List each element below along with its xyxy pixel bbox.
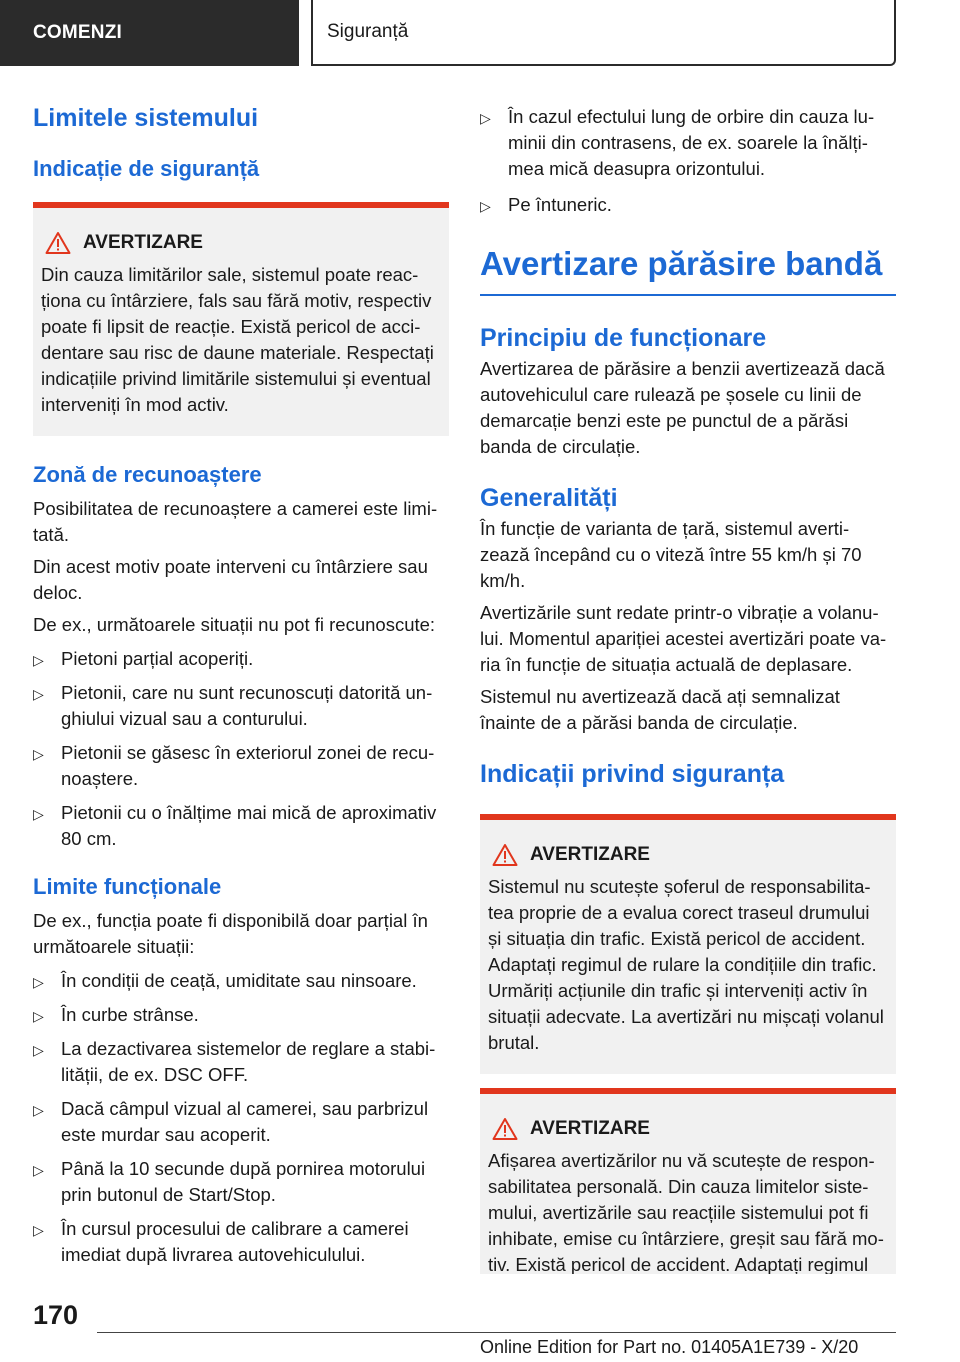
paragraph: Sistemul nu avertizează dacă ați semnalizat înainte de a părăsi banda de circulație.	[480, 686, 840, 733]
left-column	[33, 100, 449, 1268]
list-item: ▷ În curbe strânse.	[33, 1002, 449, 1028]
chapter-title: Siguranță	[327, 21, 409, 42]
warning-label: AVERTIZARE	[530, 1118, 650, 1139]
bullet-triangle-icon: ▷	[33, 1008, 44, 1024]
paragraph: Din acest motiv poate interveni cu întârziere sau deloc.	[33, 556, 428, 603]
list-item: ▷ Dacă câmpul vizual al camerei, sau parbrizul este murdar sau acoperit.	[33, 1098, 429, 1145]
list-item: ▷ Pietonii se găsesc în exteriorul zonei de recu‐ noaștere.	[33, 742, 435, 789]
footer-rule	[97, 1332, 896, 1333]
right-column	[480, 100, 896, 1274]
paragraph: De ex., funcția poate fi disponibilă doar parțial în următoarele situații:	[33, 910, 428, 957]
warning-label: AVERTIZARE	[83, 232, 203, 253]
warning-header	[488, 842, 888, 868]
bullet-triangle-icon: ▷	[33, 1102, 44, 1118]
warning-text: Sistemul nu scutește șoferul de responsabilita‐ tea proprie de a evalua corect traseul drumului și situația din trafic. Există pericol de accident. Adaptați regimul de rulare la condițiile din trafic. Urmăriți acțiunile din trafic și interveniți activ în situații adecvate. La avertizări nu mișcați volanul brutal.	[488, 876, 884, 1053]
footer-edition: Online Edition for Part no. 01405A1E739 - X/20	[480, 1337, 859, 1357]
list-item: ▷ Pe întuneric.	[480, 192, 896, 218]
bullet-triangle-icon: ▷	[33, 652, 44, 668]
bullet-triangle-icon: ▷	[33, 686, 44, 702]
warning-header	[488, 1116, 888, 1142]
bullet-triangle-icon: ▷	[480, 110, 491, 126]
paragraph: Avertizările sunt redate printr-o vibrație a volanu‐ lui. Momentul apariției acestei avertizări poate va‐ ria în funcție de situația actuală de deplasare.	[480, 602, 887, 675]
list-item: ▷ În cazul efectului lung de orbire din cauza lu‐ minii din contrasens, de ex. soarele la înălți‐ mea mică deasupra orizontului.	[480, 106, 875, 179]
warning-label: AVERTIZARE	[530, 844, 650, 865]
subheading-detection-zone: Zonă de recunoaștere	[33, 462, 262, 487]
subheading-general: Generalități	[480, 484, 618, 512]
chapter-heading-lane-departure: Avertizare părăsire bandă	[480, 245, 883, 282]
warning-box	[480, 1088, 896, 1274]
list-item: ▷ Pietonii cu o înălțime mai mică de aproximativ 80 cm.	[33, 802, 437, 849]
bullet-triangle-icon: ▷	[33, 1042, 44, 1058]
bullet-list-continued	[480, 104, 896, 218]
chapter-tab	[311, 0, 896, 66]
list-item: ▷ În condiții de ceață, umiditate sau ninsoare.	[33, 968, 449, 994]
warning-box	[480, 814, 896, 1074]
bullet-triangle-icon: ▷	[33, 1222, 44, 1238]
bullet-triangle-icon: ▷	[33, 1162, 44, 1178]
section-title: COMENZI	[33, 22, 123, 43]
list-item: ▷ În cursul procesului de calibrare a camerei imediat după livrarea autovehiculului.	[33, 1218, 409, 1265]
paragraph: De ex., următoarele situații nu pot fi recunoscute:	[33, 614, 436, 635]
bullet-triangle-icon: ▷	[33, 806, 44, 822]
heading-rule	[480, 294, 896, 296]
list-item: ▷ Pietonii, care nu sunt recunoscuți datorită un‐ ghiului vizual sau a conturului.	[33, 682, 433, 729]
list-item: ▷ Pietoni parțial acoperiți.	[33, 646, 449, 672]
warning-triangle-icon	[492, 1117, 518, 1141]
warning-header	[41, 230, 441, 256]
bullet-triangle-icon: ▷	[33, 974, 44, 990]
warning-triangle-icon	[45, 231, 71, 255]
warning-box	[33, 202, 449, 436]
list-item: ▷ Până la 10 secunde după pornirea motorului prin butonul de Start/Stop.	[33, 1158, 426, 1205]
paragraph: În funcție de varianta de țară, sistemul averti‐ zează începând cu o viteză între 55 km/h și 70 km/h.	[480, 518, 862, 591]
bullet-triangle-icon: ▷	[33, 746, 44, 762]
bullet-list-detection	[33, 646, 449, 852]
section-heading-system-limits: Limitele sistemului	[33, 104, 259, 132]
warning-triangle-icon	[492, 843, 518, 867]
bullet-list-limits	[33, 968, 449, 1268]
paragraph: Posibilitatea de recunoaștere a camerei este limi‐ tată.	[33, 498, 438, 545]
list-item: ▷ La dezactivarea sistemelor de reglare a stabi‐ lității, de ex. DSC OFF.	[33, 1038, 436, 1085]
paragraph: Avertizarea de părăsire a benzii avertizează dacă autovehiculul care rulează pe șosele cu linii de demarcație benzi este pe punctul de a părăsi banda de circulație.	[480, 358, 885, 457]
subheading-operating-principle: Principiu de funcționare	[480, 324, 767, 352]
subheading-functional-limits: Limite funcționale	[33, 874, 222, 899]
warning-text: Din cauza limitărilor sale, sistemul poate reac‐ ționa cu întârziere, fals sau fără motiv, respectiv poate fi lipsit de reacție. Există pericol de acci‐ dentare sau risc de daune materiale. Respectați indicațiile privind limitările sistemului și eventual interveniți în mod activ.	[41, 264, 434, 415]
subheading-safety-note: Indicație de siguranță	[33, 156, 260, 181]
bullet-triangle-icon: ▷	[480, 198, 491, 214]
subheading-safety-notes: Indicații privind siguranța	[480, 760, 785, 788]
warning-text: Afișarea avertizărilor nu vă scutește de respon‐ sabilitatea personală. Din cauza limitelor siste‐ mului, avertizările sau reacțiile sistemului pot fi inhibate, emise cu întârziere, greșit sau fără mo‐ tiv. Există pericol de accident. Adaptați regimul	[488, 1150, 884, 1274]
section-tab	[0, 0, 299, 66]
page-number: 170	[33, 1300, 79, 1330]
